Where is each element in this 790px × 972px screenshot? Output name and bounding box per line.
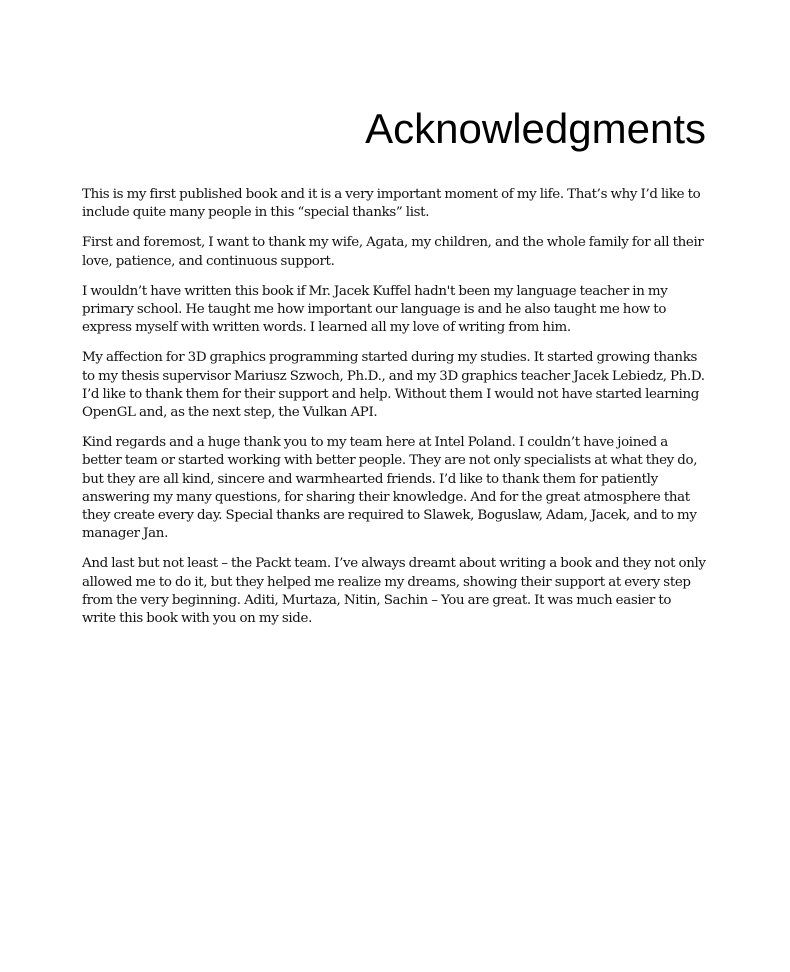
- paragraph-graphics-studies: My affection for 3D graphics programming started during my studies. It started growing thanks to my thesis supervisor Mariusz Szwoch, Ph.D., and my 3D graphics teacher Jacek Lebiedz, Ph.D. I’d like to thank them for their support and help. Without them I would not have started learning OpenGL and, as the next step, the Vulkan API.: [82, 350, 705, 421]
- paragraph-intel-team: Kind regards and a huge thank you to my team here at Intel Poland. I couldn’t have joined a better team or started working with better people. They are not only specialists at what they do, but they are all kind, sincere and warmhearted friends. I’d like to thank them for patiently answering my many questions, for sharing their knowledge. And for the great atmosphere that they create every day. Special thanks are required to Slawek, Boguslaw, Adam, Jacek, and to my manager Jan.: [82, 435, 698, 542]
- paragraph-packt-team: And last but not least – the Packt team. I’ve always dreamt about writing a book and they not only allowed me to do it, but they helped me realize my dreams, showing their support at every step from the very beginning. Aditi, Murtaza, Nitin, Sachin – You are great. It was much easier to write this book with you on my side.: [82, 556, 706, 627]
- acknowledgments-body: [82, 186, 708, 640]
- paragraph-family: First and foremost, I want to thank my wife, Agata, my children, and the whole family for all their love, patience, and continuous support.: [82, 235, 704, 269]
- paragraph-language-teacher: I wouldn’t have written this book if Mr. Jacek Kuffel hadn't been my language teacher in my primary school. He taught me how important our language is and he also taught me how to express myself with written words. I learned all my love of writing from him.: [82, 283, 668, 336]
- paragraph-first-book: This is my first published book and it is a very important moment of my life. That’s why I’d like to include quite many people in this “special thanks” list.: [82, 187, 701, 221]
- page-title: Acknowledgments: [365, 105, 706, 152]
